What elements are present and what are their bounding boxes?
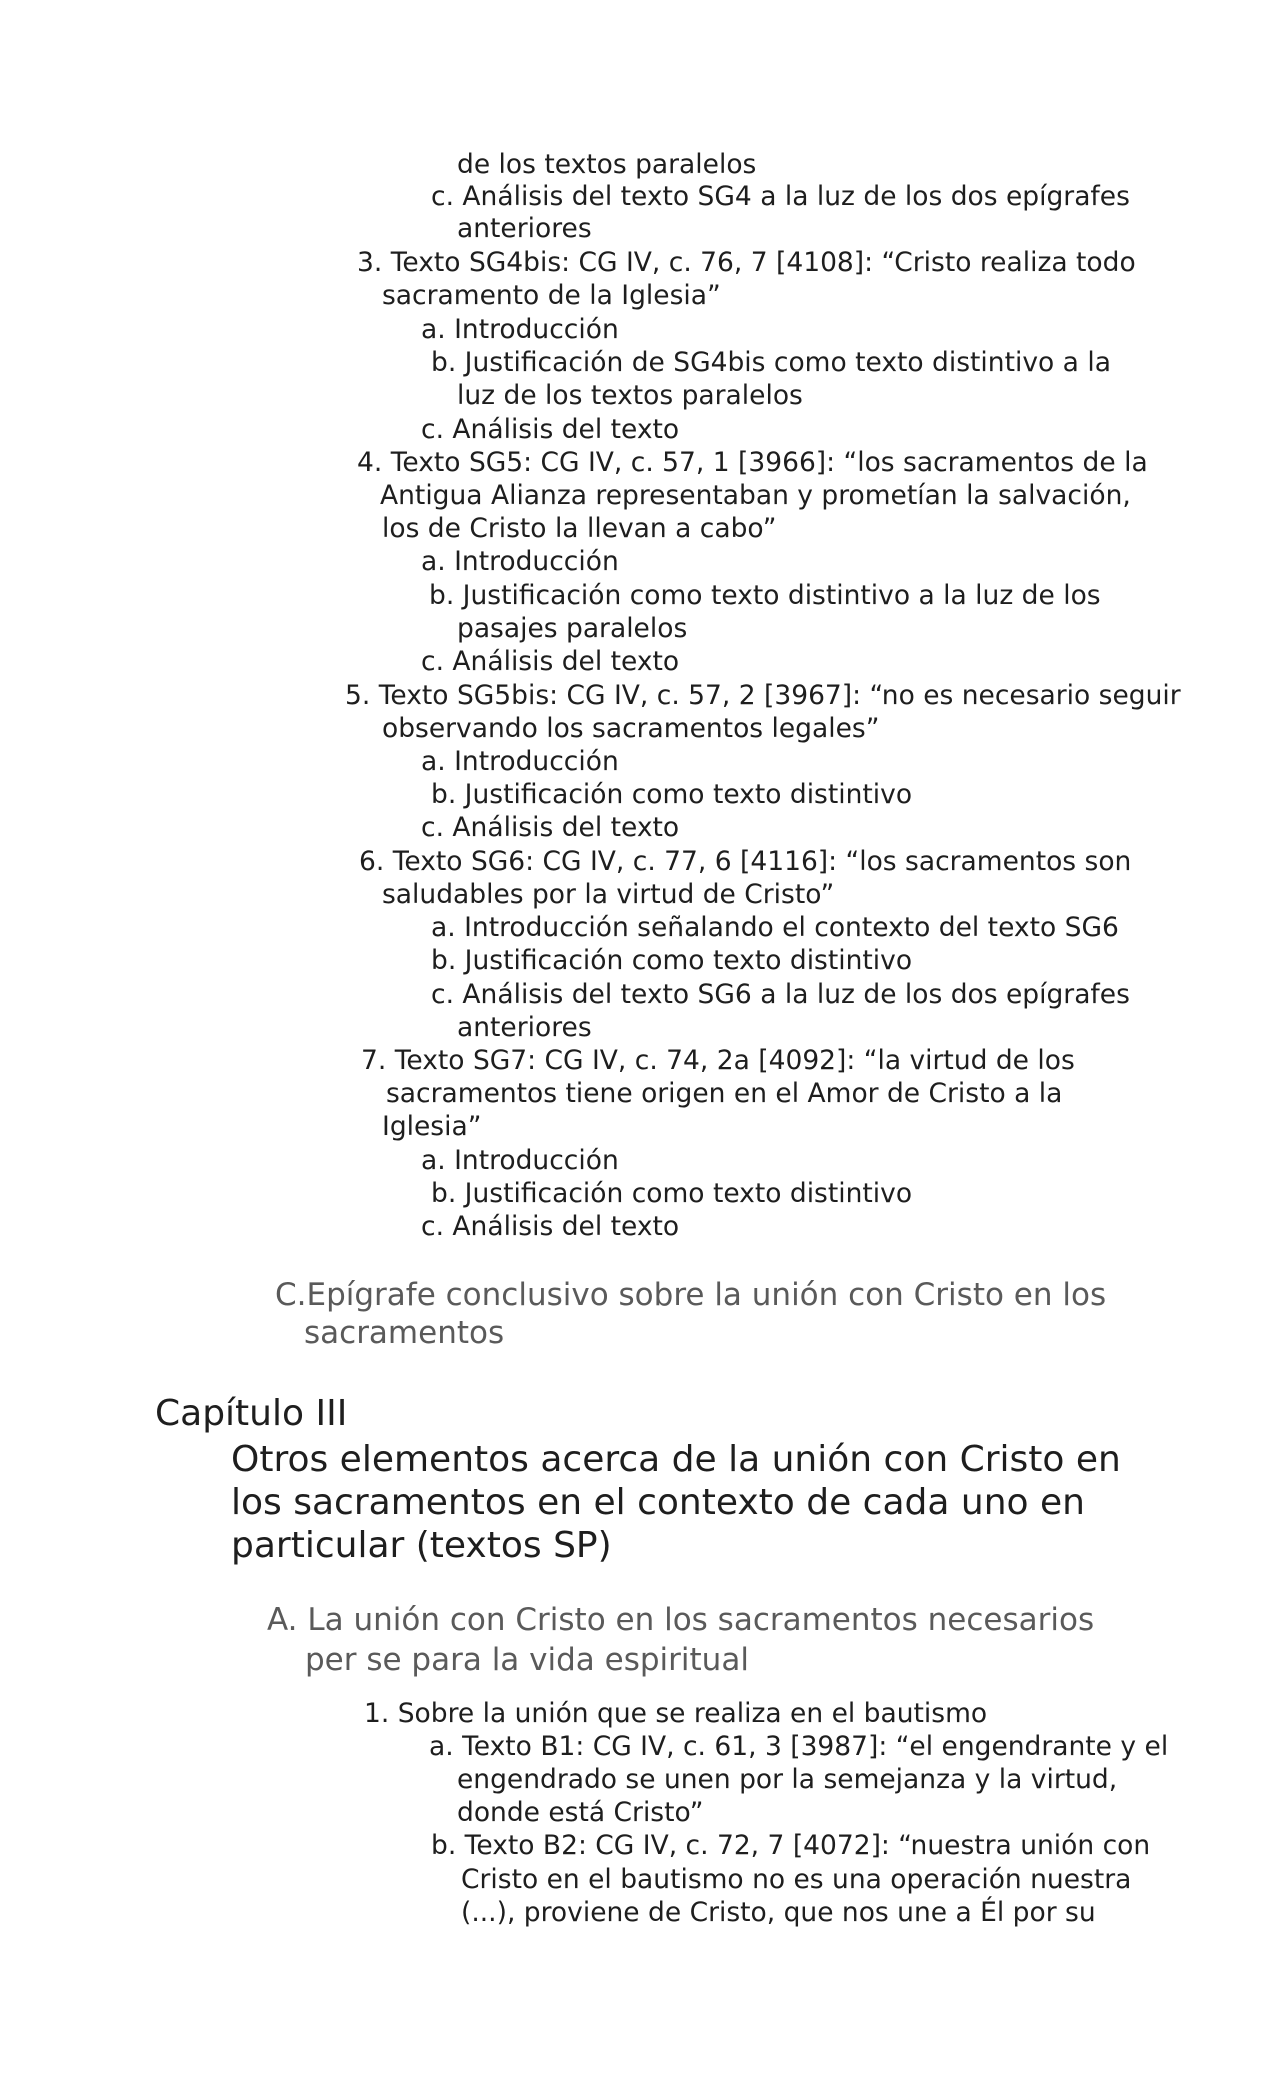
list-item: (...), proviene de Cristo, que nos une a Él por su bbox=[461, 1897, 1096, 1928]
outline-line: a. Introducción bbox=[421, 314, 619, 345]
outline-line: observando los sacramentos legales” bbox=[382, 713, 880, 744]
outline-line: b. Justificación de SG4bis como texto distintivo a la bbox=[431, 347, 1111, 378]
outline-line: sacramentos tiene origen en el Amor de Cristo a la bbox=[386, 1078, 1063, 1109]
outline-line: c. Análisis del texto SG4 a la luz de los dos epígrafes bbox=[431, 181, 1130, 212]
outline-line: saludables por la virtud de Cristo” bbox=[382, 879, 835, 910]
list-item: b. Texto B2: CG IV, c. 72, 7 [4072]: “nuestra unión con bbox=[431, 1830, 1151, 1861]
section-c-heading: sacramentos bbox=[304, 1315, 505, 1351]
outline-line: b. Justificación como texto distintivo a la luz de los bbox=[429, 580, 1101, 611]
list-item: donde está Cristo” bbox=[457, 1797, 704, 1828]
outline-line: 5. Texto SG5bis: CG IV, c. 57, 2 [3967]: “no es necesario seguir bbox=[345, 680, 1181, 711]
section-a-heading: A. La unión con Cristo en los sacramentos necesarios bbox=[267, 1602, 1095, 1638]
outline-line: 3. Texto SG4bis: CG IV, c. 76, 7 [4108]: “Cristo realiza todo bbox=[357, 247, 1136, 278]
list-item: Cristo en el bautismo no es una operación nuestra bbox=[461, 1864, 1132, 1895]
chapter-label: Capítulo III bbox=[155, 1393, 348, 1434]
outline-line: de los textos paralelos bbox=[457, 149, 757, 180]
outline-line: c. Análisis del texto SG6 a la luz de los dos epígrafes bbox=[431, 979, 1130, 1010]
chapter-title: los sacramentos en el contexto de cada uno en bbox=[231, 1482, 1085, 1523]
outline-line: c. Análisis del texto bbox=[421, 646, 680, 677]
outline-line: b. Justificación como texto distintivo bbox=[431, 945, 913, 976]
outline-line: c. Análisis del texto bbox=[421, 1211, 680, 1242]
outline-line: 7. Texto SG7: CG IV, c. 74, 2a [4092]: “la virtud de los bbox=[361, 1045, 1075, 1076]
outline-line: c. Análisis del texto bbox=[421, 414, 680, 445]
outline-line: b. Justificación como texto distintivo bbox=[431, 779, 913, 810]
outline-line: los de Cristo la llevan a cabo” bbox=[382, 513, 777, 544]
outline-line: c. Análisis del texto bbox=[421, 812, 680, 843]
outline-line: Iglesia” bbox=[382, 1111, 482, 1142]
chapter-title: particular (textos SP) bbox=[231, 1525, 612, 1566]
outline-line: b. Justificación como texto distintivo bbox=[431, 1178, 913, 1209]
outline-line: a. Introducción señalando el contexto del texto SG6 bbox=[431, 912, 1119, 943]
outline-line: a. Introducción bbox=[421, 746, 619, 777]
outline-line: Antigua Alianza representaban y prometían la salvación, bbox=[380, 480, 1131, 511]
outline-line: anteriores bbox=[457, 213, 592, 244]
outline-line: pasajes paralelos bbox=[457, 613, 688, 644]
section-c-heading: C.Epígrafe conclusivo sobre la unión con Cristo en los bbox=[275, 1277, 1107, 1313]
outline-line: a. Introducción bbox=[421, 1145, 619, 1176]
outline-line: sacramento de la Iglesia” bbox=[382, 280, 721, 311]
chapter-title: Otros elementos acerca de la unión con Cristo en bbox=[231, 1439, 1121, 1480]
list-item: engendrado se unen por la semejanza y la virtud, bbox=[457, 1764, 1118, 1795]
outline-line: anteriores bbox=[457, 1012, 592, 1043]
outline-line: 4. Texto SG5: CG IV, c. 57, 1 [3966]: “los sacramentos de la bbox=[357, 447, 1148, 478]
list-item: 1. Sobre la unión que se realiza en el bautismo bbox=[364, 1698, 988, 1729]
outline-line: a. Introducción bbox=[421, 546, 619, 577]
outline-line: 6. Texto SG6: CG IV, c. 77, 6 [4116]: “los sacramentos son bbox=[359, 846, 1132, 877]
outline-line: luz de los textos paralelos bbox=[457, 380, 803, 411]
section-a-heading: per se para la vida espiritual bbox=[305, 1642, 749, 1678]
list-item: a. Texto B1: CG IV, c. 61, 3 [3987]: “el engendrante y el bbox=[429, 1731, 1169, 1762]
